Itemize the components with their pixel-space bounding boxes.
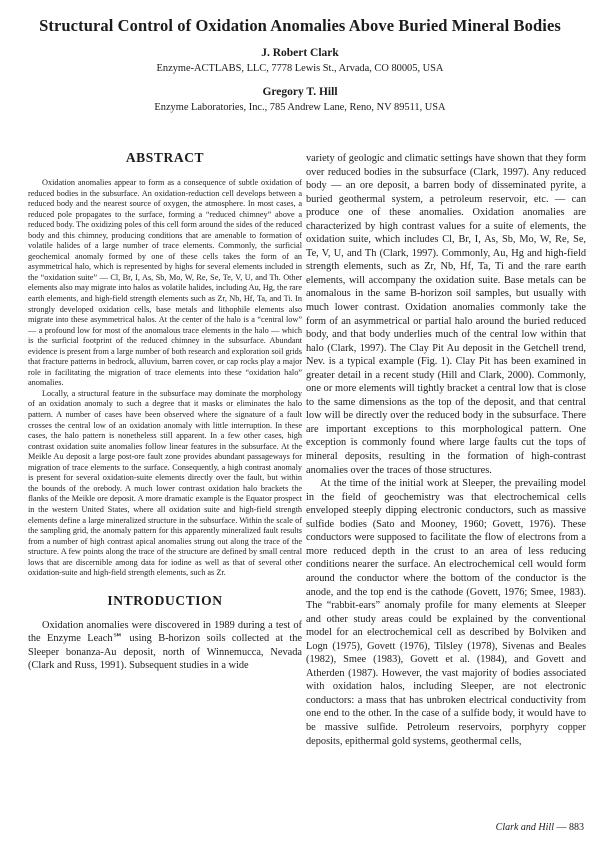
body-paragraph-1: variety of geologic and climatic settings have shown that they form over reduced bodies in the subsurface (Clark, 1997). Any reduced body — an ore deposit, a barren body of disseminated pyrite, a buried geothermal system, a petroleum reservoir, etc. — can produce one of these anomalies. Oxidation anomalies are characterized by high contrast values for a suite of elements, the oxidation suite, which includes Cl, Br, I, As, Sb, Mo, W, Re, Se, Te, V, U, and Th (Clark, 1997). Commonly, Au, Hg and high-field strength elements, such as Zr, Nb, Hf, Ta, Ti and the rare earth elements, will accompany the oxidation suite. Base metals can be anomalous in the same B-horizon soil samples, but usually with much lower contrast. Oxidation anomalies commonly take the form of an asymmetrical or partial halo around the buried reduced body, and that body underlies much of the central low within that halo (Clark, 1997). The Clay Pit Au deposit in the Getchell trend, Nev. is a typical example (Fig. 1). Clay Pit has been examined in greater detail in a recent study (Hill and Clark, 2000). Commonly, one or more elements will tightly bracket a central low that is close to the same dimensions as the top of the deposit, and that central low will be directly over the reduced body in the subsurface. There are important exceptions to this morphological pattern. One exception is commonly found where large faults cut the tops of mineral deposits, resulting in the formation of high-contrast anomalies over the traces of those structures. bbox=[306, 153, 586, 476]
abstract-heading: ABSTRACT bbox=[125, 150, 205, 165]
abstract-paragraph-2: Locally, a structural feature in the subsurface may dominate the morphology of an oxidation anomaly to such a degree that it masks or eliminates the halo pattern. A number of cases have been observed where the signature of a fault crosses the central low of an oxidation anomaly with little interruption. In these cases, the halo pattern is nonetheless still apparent. In a few other cases, high contrast oxidation suite anomalies follow linear features in the subsurface. At the Meikle Au deposit a large post-ore fault zone provides abundant passageways for migration of trace elements to the surface. Consequently, a high contrast anomaly is present for several oxidation-suite elements directly over the fault, but within the bounds of the orebody. A much lower contrast oxidation halo brackets the flanks of the Meikle ore deposit. A more dramatic example is the Equator prospect in the western United States, where all oxidation suite and high-field strength elements define a large mineralized structure in the subsurface. Within the scale of the sampling grid, the anomaly pattern for this apparently mineralized fault results from a number of high contrast apical anomalies strung out along the trace of the structure. A few points along the trace of the structure are defined by small central lows that are discernible among data for iodine as well as that of several other oxidation-suite and high-field strength elements, such as Zr. bbox=[28, 388, 302, 578]
author-affiliation-1: Enzyme-ACTLABS, LLC, 7778 Lewis St., Arvada, CO 80005, USA bbox=[156, 63, 444, 74]
author-affiliation-2: Enzyme Laboratories, Inc., 785 Andrew Lane, Reno, NV 89511, USA bbox=[154, 102, 446, 113]
footer-separator: — bbox=[554, 822, 569, 833]
author-name-1: J. Robert Clark bbox=[261, 47, 339, 59]
page-number: 883 bbox=[569, 822, 584, 833]
body-paragraph-2: At the time of the initial work at Sleeper, the prevailing model in the field of geochemistry was that electrochemical cells enveloped steeply dipping electronic conductors, such as massive sulfide bodies (Sato and Mooney, 1960; Govett, 1976). These conductors were supposed to facilitate the flow of electrons from a more reduced depth in the crust to an area of less reducing conditions nearer the surface. An electrochemical cell would form around the conductor where the bottom of the conductor is the anode, and the top end is the cathode (Govett, 1976; Smee, 1983). The “rabbit-ears” anomaly profile for many elements at Sleeper and other study areas could be explained by the conventional model for an electrochemical cell as described by Bolviken and Logn (1975), Govett (1976), Tilsley (1978), Sivenas and Beales (1982), Smee (1983), Govett et al. (1984), and Govett and Atherden (1987). However, the vast majority of bodies associated with oxidation halos, including Sleeper, are not electronic conductors: a mass that has unbroken electrical conductivity from one end to the other. In the case of a sulfide body, it would have to be massive sulfide. Petroleum reservoirs, porphyry copper deposits, epithermal gold systems, geothermal cells, bbox=[306, 478, 586, 747]
introduction-heading: INTRODUCTION bbox=[107, 592, 223, 608]
introduction-paragraph: Oxidation anomalies were discovered in 1989 during a test of the Enzyme Leach℠ using B-horizon soils collected at the Sleeper bonanza-Au deposit, north of Winnemucca, Nevada (Clark and Russ, 1991). Subsequent studies in a wide bbox=[28, 619, 302, 672]
page-footer bbox=[496, 822, 584, 833]
left-column bbox=[28, 150, 302, 673]
footer-authors: Clark and Hill bbox=[495, 822, 554, 833]
right-column bbox=[306, 152, 586, 748]
author-name-2: Gregory T. Hill bbox=[262, 86, 338, 98]
abstract-paragraph-1: Oxidation anomalies appear to form as a consequence of subtle oxidation of reduced bodies in the subsurface. An oxidation-reduction cell develops between a reduced body and the nearest source of oxygen, the atmosphere. In most cases, a reduced pole propagates to the surface, forming a “reduced chimney” above a reduced body. The oxidizing poles of this cell form around the sides of the reduced body and this chimney, producing conditions that are amenable to formation of volatile halides of a large number of trace elements. Commonly, the surficial geochemical anomaly formed by one of these cells takes the form of an asymmetrical halo, which is represented by highs for several elements included in the “oxidation suite” — Cl, Br, I, As, Sb, Mo, W, Re, Se, Te, V, U, and Th. Other elements also may migrate into halos as volatile halides, including Au, Hg, the rare earth elements, and high-field strength elements such as Zr, Nb, Hf, Ta, and Ti. In strongly developed oxidation cells, base metals and lithophile elements also migrate into these asymmetrical halos. At the center of the halo is a “central low” — a profound low for most of the anomalous trace elements in the halo — which is the surficial footprint of the reduced chimney in the subsurface. Abundant evidence is present from a large number of both research and exploration soil grids that fracture patterns in bedrock, alluvium, barren cover, or cap rocks play a major role in facilitating the migration of trace elements into these “oxidation halo” anomalies. bbox=[28, 178, 303, 388]
paper-title: Structural Control of Oxidation Anomalies Above Buried Mineral Bodies bbox=[39, 16, 561, 35]
